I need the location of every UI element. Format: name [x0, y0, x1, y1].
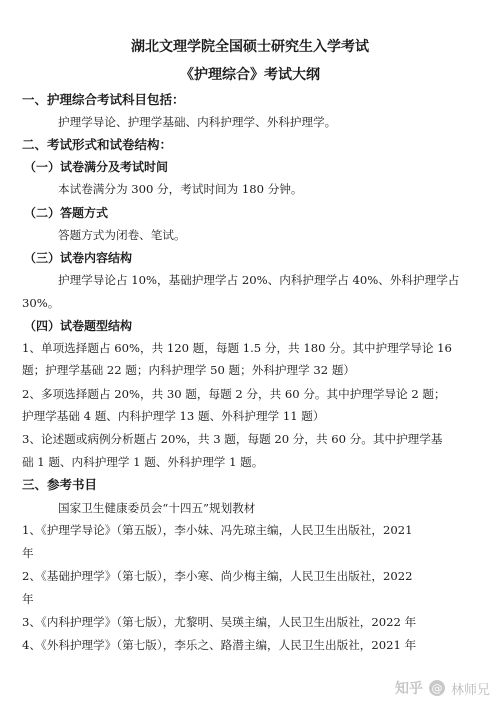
doc-title-line2: 《护理综合》考试大纲 — [180, 67, 320, 83]
section-2-4-heading: （四）试卷题型结构 — [24, 319, 133, 333]
reference-2-line2: 年 — [22, 592, 34, 606]
watermark — [395, 677, 490, 699]
at-icon: @ — [429, 680, 445, 696]
reference-3: 3、《内科护理学》（第七版），尤黎明、吴瑛主编，人民卫生出版社，2022 年 — [22, 615, 417, 629]
section-2-3-body-line2: 30%。 — [22, 296, 60, 310]
question-type-item1-line1: 1、单项选择题占 60%，共 120 题，每题 1.5 分，共 180 分。其中护理学导论 16 — [22, 341, 452, 355]
section-2-3-body-line1: 护理学导论占 10%，基础护理学占 20%、内科护理学占 40%、外科护理学占 — [58, 273, 460, 287]
question-type-item1-line2: 题；护理学基础 22 题；内科护理学 50 题；外科护理学 32 题） — [22, 363, 356, 377]
section-2-1-heading: （一）试卷满分及考试时间 — [24, 160, 169, 174]
section-2-3-heading: （三）试卷内容结构 — [24, 251, 133, 265]
doc-title-line1: 湖北文理学院全国硕士研究生入学考试 — [131, 39, 369, 55]
section-2-1-body: 本试卷满分为 300 分，考试时间为 180 分钟。 — [58, 182, 303, 196]
section-3-intro: 国家卫生健康委员会“十四五”规划教材 — [58, 501, 256, 515]
section-2-2-heading: （二）答题方式 — [24, 206, 109, 220]
question-type-item2-line1: 2、多项选择题占 20%，共 30 题，每题 2 分，共 60 分。其中护理学导论 2 题； — [22, 387, 446, 401]
reference-4: 4、《外科护理学》（第七版），李乐之、路潜主编，人民卫生出版社，2021 年 — [22, 638, 417, 652]
section-3-heading: 三、参考书目 — [22, 477, 98, 492]
question-type-item2-line2: 护理学基础 4 题、内科护理学 13 题、外科护理学 11 题） — [22, 409, 325, 423]
watermark-author: 林师兄 — [450, 682, 490, 698]
reference-1-line1: 1、《护理学导论》（第五版），李小妹、冯先琼主编，人民卫生出版社，2021 — [22, 523, 413, 537]
section-2-heading: 二、考试形式和试卷结构： — [22, 137, 173, 152]
reference-2-line1: 2、《基础护理学》（第七版），李小寒、尚少梅主编，人民卫生出版社，2022 — [22, 569, 413, 583]
reference-1-line2: 年 — [22, 546, 34, 560]
question-type-item3-line1: 3、论述题或病例分析题占 20%，共 3 题，每题 20 分，共 60 分。其中护理学基 — [22, 432, 443, 446]
zhihu-logo-text: 知乎 — [394, 681, 423, 697]
section-1-body: 护理学导论、护理学基础、内科护理学、外科护理学。 — [58, 115, 337, 129]
section-1-heading: 一、护理综合考试科目包括： — [22, 92, 185, 107]
section-2-2-body: 答题方式为闭卷、笔试。 — [58, 228, 186, 242]
question-type-item3-line2: 础 1 题、内科护理学 1 题、外科护理学 1 题。 — [22, 455, 264, 469]
